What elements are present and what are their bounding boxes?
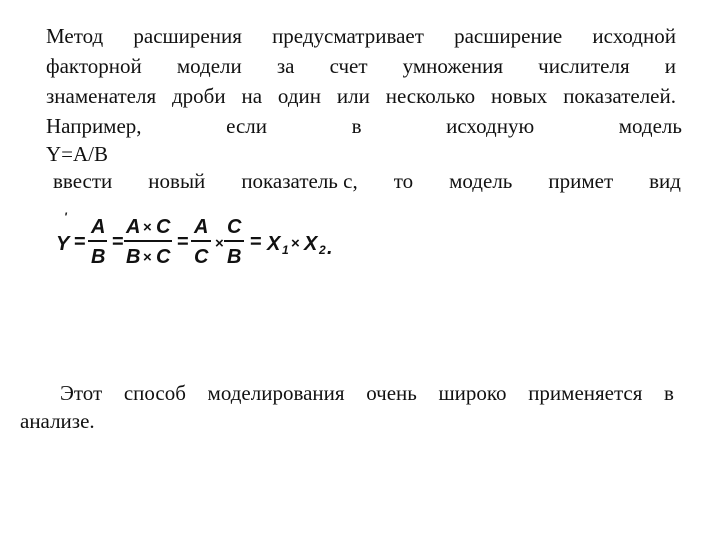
word: исходной (592, 24, 676, 48)
formula-y: Y (56, 233, 70, 255)
frac1-num: A (91, 216, 106, 238)
word: моделирования (207, 381, 345, 405)
word: дроби (172, 84, 226, 108)
expansion-formula (54, 212, 354, 274)
word: широко (438, 381, 507, 405)
word: или (336, 84, 370, 108)
word: на (241, 84, 263, 108)
word: модели (176, 54, 242, 78)
word: умножения (402, 54, 504, 78)
word: в (664, 381, 674, 405)
frac2-num-times: × (143, 219, 152, 236)
word: расширения (133, 24, 242, 48)
word: очень (366, 381, 417, 405)
frac1-den: B (91, 246, 106, 268)
word: числителя (538, 54, 630, 78)
model-expression: Y=A/B (46, 142, 109, 166)
word: в (351, 114, 362, 138)
word: Например, (46, 114, 142, 138)
word: Метод (46, 24, 104, 48)
formula-image (54, 212, 354, 274)
formula-eq-2: = (112, 231, 124, 253)
word: показателей. (563, 84, 676, 108)
frac2-den-c: C (156, 246, 171, 268)
formula-times: × (215, 235, 224, 252)
word: счет (329, 54, 368, 78)
closing-line-1 (60, 381, 674, 405)
word: модель (618, 114, 682, 138)
formula-end: . (327, 237, 333, 259)
word: факторной (46, 54, 142, 78)
word: способ (123, 381, 186, 405)
word: знаменателя (46, 84, 157, 108)
paragraph-line-4 (46, 114, 682, 138)
closing-line-2: анализе. (20, 409, 95, 433)
paragraph-line-3 (46, 84, 676, 108)
word: показатель с, (241, 169, 358, 193)
formula-eq-4: = (250, 231, 262, 253)
formula-eq-3: = (177, 231, 189, 253)
formula-sub-1: 1 (282, 243, 289, 257)
frac4-den: B (227, 246, 242, 268)
formula-sub-2: 2 (319, 243, 326, 257)
paragraph-line-1 (46, 24, 676, 48)
frac4-num: C (227, 216, 242, 238)
word: за (276, 54, 295, 78)
word: вид (649, 169, 681, 193)
formula-x1: X (267, 233, 281, 255)
word: то (393, 169, 414, 193)
word: один (277, 84, 321, 108)
word: предусматривает (272, 24, 424, 48)
paragraph-line-2 (46, 54, 676, 78)
frac3-den: C (194, 246, 209, 268)
word: примет (548, 169, 614, 193)
formula-tick: ' (64, 212, 67, 224)
word: Этот (60, 381, 103, 405)
word: модель (449, 169, 513, 193)
frac2-den-b: B (126, 246, 141, 268)
paragraph-line-6 (53, 169, 681, 193)
word: ввести (53, 169, 113, 193)
word: исходную (446, 114, 535, 138)
word: применяется (528, 381, 643, 405)
frac2-num-a: A (126, 216, 141, 238)
word: и (664, 54, 676, 78)
formula-eq-1: = (74, 231, 86, 253)
frac2-den-times: × (143, 249, 152, 266)
word: если (226, 114, 268, 138)
word: несколько (385, 84, 476, 108)
frac2-num-c: C (156, 216, 171, 238)
word: новый (148, 169, 206, 193)
word: новых (491, 84, 548, 108)
word: расширение (454, 24, 563, 48)
formula-x2: X (304, 233, 318, 255)
frac3-num: A (194, 216, 209, 238)
formula-times-2: × (291, 235, 300, 252)
